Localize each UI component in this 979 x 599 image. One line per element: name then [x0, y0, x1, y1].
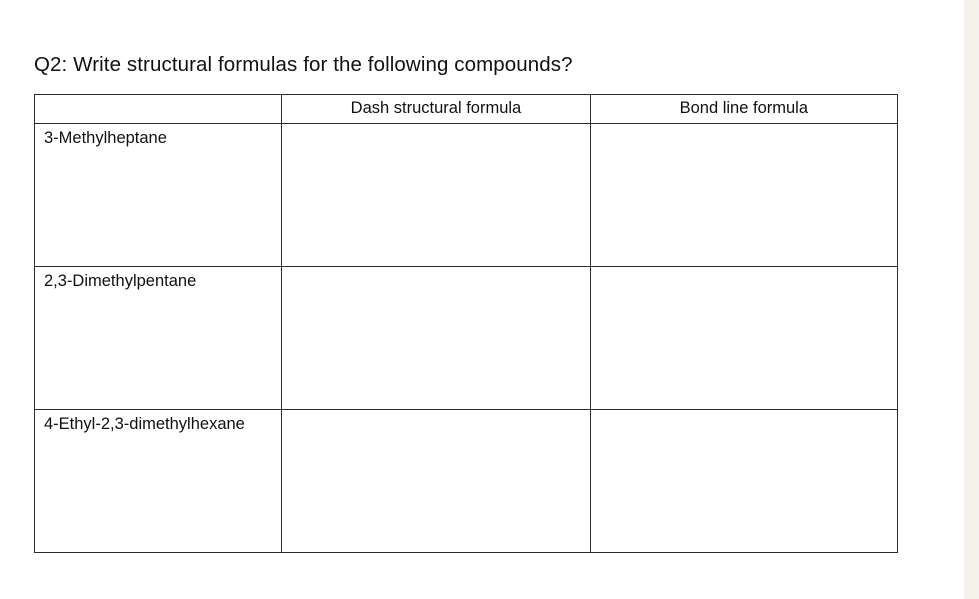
compound-cell: [35, 267, 282, 410]
compound-cell: [35, 124, 282, 267]
compound-cell: [35, 410, 282, 553]
header-dash-structural-formula: Dash structural formula: [282, 95, 590, 124]
table-row: [35, 267, 898, 410]
table-header-row: [35, 95, 898, 124]
header-bond-line-formula: Bond line formula: [590, 95, 897, 124]
bond-line-answer-cell[interactable]: [590, 410, 897, 553]
compound-name: 4-Ethyl-2,3-dimethylhexane: [44, 415, 245, 433]
page-margin: [964, 0, 979, 599]
dash-formula-answer-cell[interactable]: [282, 267, 590, 410]
header-compound: [35, 95, 282, 124]
dash-formula-answer-cell[interactable]: [282, 410, 590, 553]
compound-name: 2,3-Dimethylpentane: [44, 272, 197, 290]
dash-formula-answer-cell[interactable]: [282, 124, 590, 267]
bond-line-answer-cell[interactable]: [590, 124, 897, 267]
table-row: [35, 124, 898, 267]
compound-name: 3-Methylheptane: [44, 129, 167, 147]
question-text: Q2: Write structural formulas for the following compounds?: [34, 53, 573, 76]
formula-table: [34, 94, 898, 553]
bond-line-answer-cell[interactable]: [590, 267, 897, 410]
table-row: [35, 410, 898, 553]
